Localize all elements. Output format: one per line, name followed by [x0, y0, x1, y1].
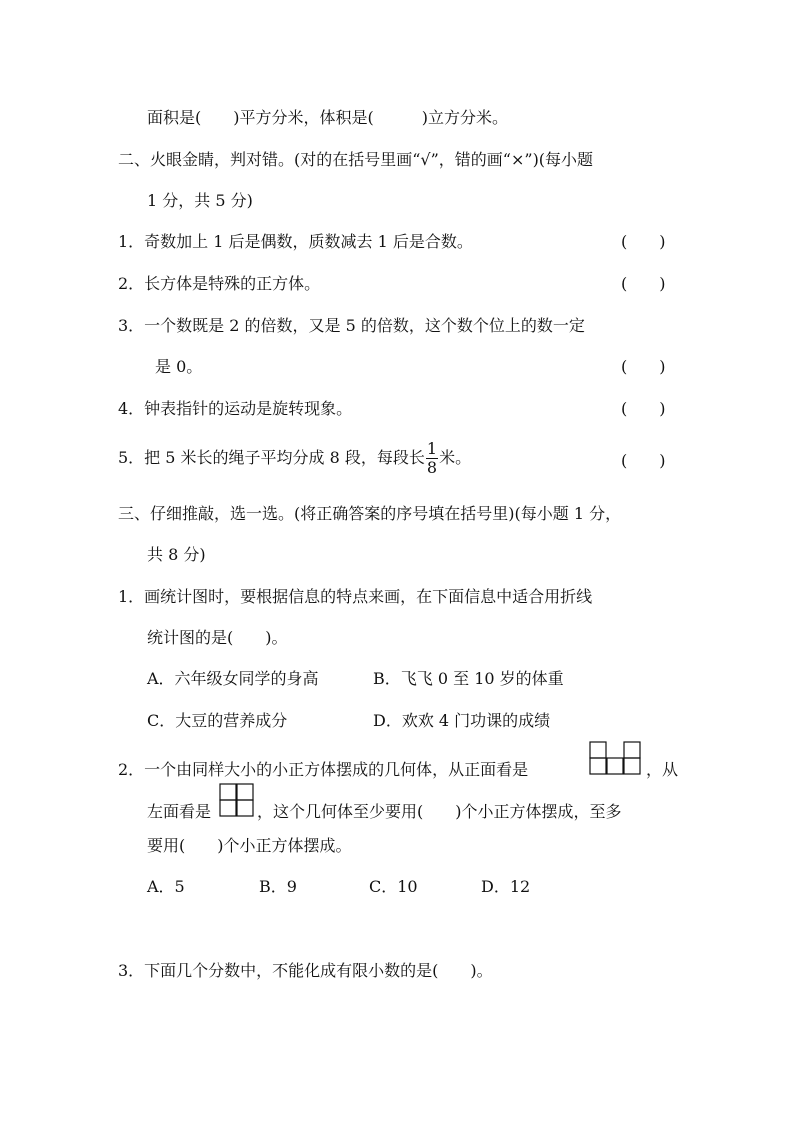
- tf-question-4: 4．钟表指针的运动是旋转现象。: [118, 399, 353, 418]
- fraction-denominator: 8: [426, 458, 438, 477]
- answer-paren-1: ( ): [621, 232, 666, 251]
- section-2-heading: 二、火眼金睛，判对错。(对的在括号里画“√”，错的画“×”)(每小题: [118, 150, 594, 169]
- continued-question-text: 面积是( )平方分米，体积是( )立方分米。: [147, 108, 508, 127]
- front-view-cell: [624, 742, 640, 758]
- mc-question-3: 3．下面几个分数中，不能化成有限小数的是( )。: [118, 961, 493, 980]
- answer-paren-2: ( ): [621, 274, 666, 293]
- mc-question-2-cont: 左面看是: [147, 802, 212, 821]
- mc-question-2-cont-b: ，这个几何体至少要用( )个小正方体摆成，至多: [257, 802, 622, 821]
- mc-question-2: 2．一个由同样大小的小正方体摆成的几何体，从正面看是: [118, 760, 529, 779]
- mc-1-option-a: A．六年级女同学的身高: [147, 669, 319, 688]
- left-view-cell: [220, 800, 236, 816]
- section-3-heading: 三、仔细推敲，选一选。(将正确答案的序号填在括号里)(每小题 1 分，: [118, 504, 622, 523]
- mc-2-option-d: D．12: [481, 877, 531, 896]
- front-view-cell: [607, 758, 623, 774]
- mc-question-2-tail: ，从: [646, 760, 679, 779]
- mc-question-2-cont-c: 要用( )个小正方体摆成。: [147, 836, 352, 855]
- answer-paren-4: ( ): [621, 399, 666, 418]
- fraction-one-eighth: [426, 440, 438, 477]
- front-view-cell: [590, 758, 606, 774]
- mc-1-option-b: B．飞飞 0 至 10 岁的体重: [373, 669, 564, 688]
- left-view-cell: [237, 784, 253, 800]
- front-view-cell: [624, 758, 640, 774]
- front-view-cell: [590, 742, 606, 758]
- mc-question-1: 1．画统计图时，要根据信息的特点来画，在下面信息中适合用折线: [118, 587, 593, 606]
- mc-2-option-c: C．10: [369, 877, 418, 896]
- fraction-numerator: 1: [426, 439, 438, 458]
- left-view-figure: [219, 783, 255, 817]
- mc-2-option-b: B．9: [259, 877, 297, 896]
- tf-question-3-cont: 是 0。: [155, 357, 203, 376]
- left-view-cell: [220, 784, 236, 800]
- left-view-cell: [237, 800, 253, 816]
- mc-question-1-cont: 统计图的是( )。: [147, 628, 288, 647]
- mc-1-option-c: C．大豆的营养成分: [147, 711, 288, 730]
- answer-paren-5: ( ): [621, 451, 666, 470]
- tf-question-5-text: 5．把 5 米长的绳子平均分成 8 段，每段长: [118, 448, 425, 467]
- mc-2-option-a: A．5: [147, 877, 185, 896]
- mc-1-option-d: D．欢欢 4 门功课的成绩: [373, 711, 551, 730]
- tf-question-5: [118, 440, 471, 477]
- answer-paren-3: ( ): [621, 357, 666, 376]
- front-view-figure: [589, 741, 643, 775]
- tf-question-2: 2．长方体是特殊的正方体。: [118, 274, 321, 293]
- tf-question-5-unit: 米。: [439, 448, 472, 467]
- section-2-heading-cont: 1 分，共 5 分): [147, 191, 253, 210]
- section-3-heading-cont: 共 8 分): [147, 545, 206, 564]
- tf-question-3: 3．一个数既是 2 的倍数，又是 5 的倍数，这个数个位上的数一定: [118, 316, 585, 335]
- tf-question-1: 1．奇数加上 1 后是偶数，质数减去 1 后是合数。: [118, 232, 473, 251]
